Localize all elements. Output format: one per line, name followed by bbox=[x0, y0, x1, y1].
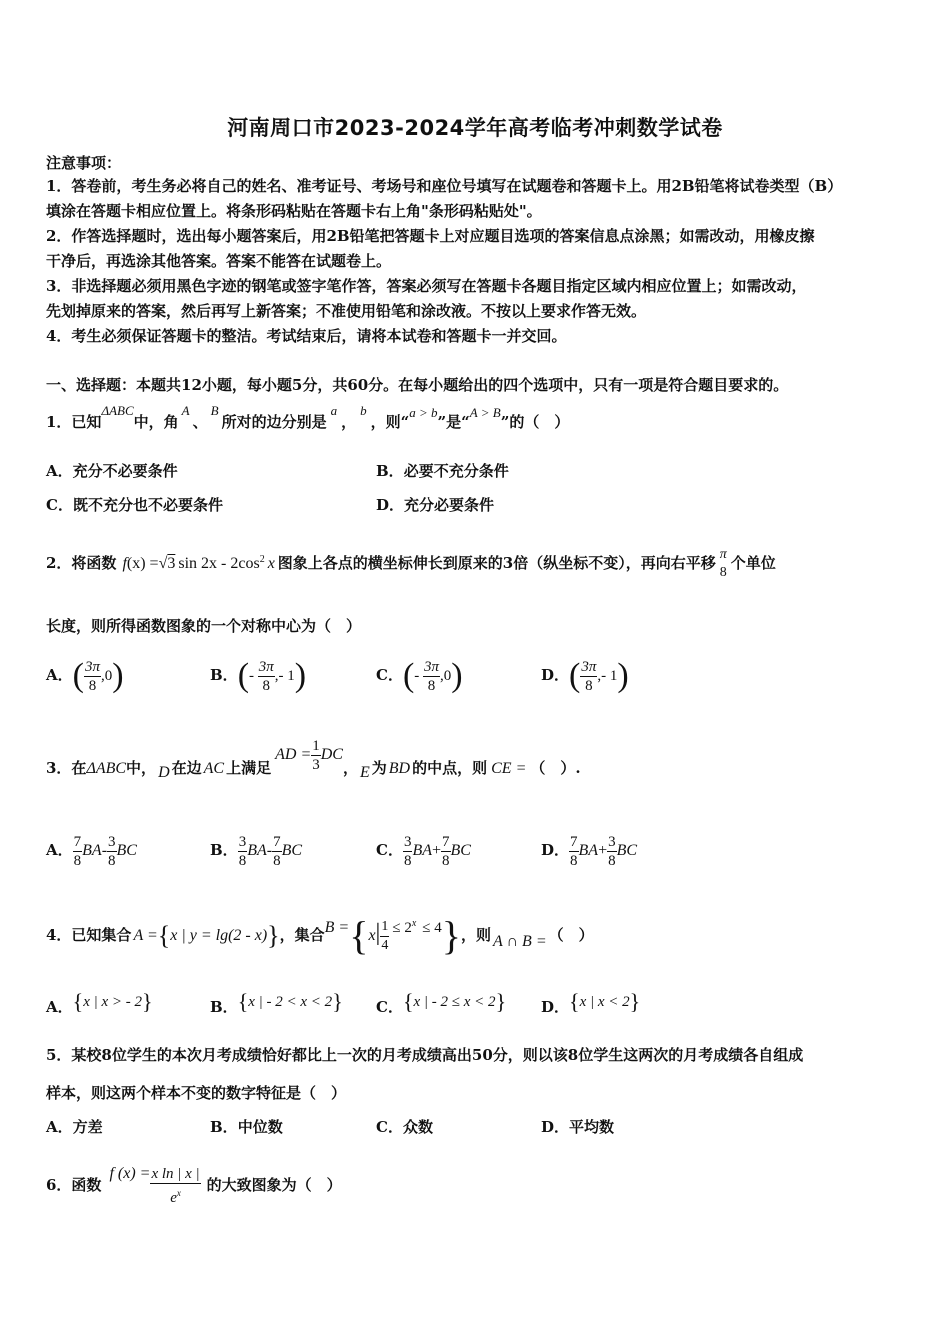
option-vector: BC bbox=[616, 842, 638, 859]
fraction-numerator: π bbox=[719, 547, 727, 562]
option-label: C． bbox=[376, 666, 403, 684]
q2-line-2: 长度，则所得函数图象的一个对称中心为（ ） bbox=[46, 617, 362, 635]
option-vector: BA bbox=[247, 842, 267, 859]
brace-left-icon: { bbox=[157, 921, 171, 950]
option-text: 方差 bbox=[72, 1118, 103, 1136]
fraction-numerator: 3 bbox=[403, 833, 412, 850]
q3-text: 上满足 bbox=[226, 759, 272, 777]
q4-intersection: A ∩ B = bbox=[493, 933, 547, 950]
q2-func-name: f bbox=[122, 555, 127, 572]
q2-text: 2．将函数 bbox=[46, 554, 117, 572]
option-set: x | x < 2 bbox=[579, 994, 630, 1010]
option-text: 充分必要条件 bbox=[404, 496, 495, 514]
q4-option-a[interactable] bbox=[46, 984, 153, 1024]
q2-shift-fraction bbox=[719, 546, 728, 582]
option-text: 充分不必要条件 bbox=[72, 462, 178, 480]
q4-text: （ ） bbox=[548, 926, 594, 944]
option-text: - bbox=[249, 668, 258, 684]
option-label: C． bbox=[376, 1118, 403, 1136]
page-title: 河南周口市2023-2024学年高考临考冲刺数学试卷 bbox=[227, 116, 723, 140]
brace-right-icon: } bbox=[267, 921, 280, 950]
bar-icon: | bbox=[375, 920, 381, 946]
q2-func-body: sin 2x - 2cos bbox=[178, 555, 260, 572]
fraction-denominator: 8 bbox=[108, 852, 116, 869]
option-set: x | - 2 < x < 2 bbox=[248, 994, 333, 1010]
q6-text: 的大致图象为（ ） bbox=[206, 1176, 342, 1194]
fraction-denominator: 3 bbox=[312, 756, 320, 773]
q3-option-a[interactable] bbox=[46, 815, 137, 869]
q2-text: 个单位 bbox=[730, 554, 776, 572]
q4-set-b-name: B = bbox=[324, 919, 350, 936]
fraction-denominator: 8 bbox=[442, 852, 450, 869]
option-label: A． bbox=[46, 1118, 73, 1136]
option-text: 既不充分也不必要条件 bbox=[72, 496, 223, 514]
fraction-denominator: 8 bbox=[238, 852, 247, 869]
fraction-numerator: 3π bbox=[84, 658, 100, 675]
question-5-line-2: 样本，则这两个样本不变的数字特征是（ ） bbox=[46, 1084, 347, 1102]
q1-angle-a: A bbox=[181, 403, 190, 418]
option-label: B． bbox=[210, 666, 238, 684]
fraction-denominator: e bbox=[170, 1190, 177, 1206]
notice-line: 2．作答选择题时，选出每小题答案后，用2B铅笔把答题卡上对应题目选项的答案信息点涂黑；如需改动，用橡皮擦 bbox=[46, 227, 815, 245]
option-operator: - bbox=[266, 842, 273, 859]
option-fraction bbox=[423, 658, 440, 695]
q4-option-c[interactable] bbox=[376, 984, 506, 1024]
q1-triangle: ΔABC bbox=[101, 403, 134, 418]
question-1 bbox=[46, 402, 569, 442]
brace-right-icon: } bbox=[629, 989, 641, 1014]
q6-fraction bbox=[150, 1165, 200, 1207]
option-set: x | x > - 2 bbox=[83, 994, 143, 1010]
option-fraction bbox=[607, 833, 617, 870]
option-vector: BA bbox=[578, 842, 599, 859]
option-set: x | - 2 ≤ x < 2 bbox=[413, 994, 496, 1010]
q1-text: 、 bbox=[192, 413, 208, 431]
fraction-numerator: 3π bbox=[424, 658, 440, 675]
option-label: A． bbox=[46, 666, 73, 684]
option-label: C． bbox=[376, 841, 403, 859]
q5-option-d[interactable] bbox=[541, 1116, 614, 1137]
brace-right-icon: } bbox=[142, 989, 153, 1014]
option-label: A． bbox=[46, 998, 73, 1016]
q3-text: 的中点，则 bbox=[412, 759, 488, 777]
q1-angle-b: B bbox=[210, 403, 219, 418]
fraction-denominator: 8 bbox=[73, 852, 82, 869]
paren-left-icon: ( bbox=[72, 657, 84, 694]
fraction-numerator: 7 bbox=[570, 833, 578, 850]
option-text: ,- 1 bbox=[597, 668, 618, 684]
option-operator: + bbox=[432, 842, 442, 859]
q1-text: ，则“ bbox=[370, 413, 410, 431]
paren-right-icon: ) bbox=[617, 657, 629, 694]
option-label: B． bbox=[376, 462, 404, 480]
option-label: B． bbox=[210, 841, 238, 859]
question-5: 5．某校8位学生的本次月考成绩恰好都比上一次的月考成绩高出50分，则以该8位学生这两次的月考成绩各自组成 bbox=[46, 1046, 804, 1064]
q4-set-a-name: A = bbox=[133, 927, 158, 944]
notice-line: 先划掉原来的答案，然后再写上新答案；不准使用铅笔和涂改液。不按以上要求作答无效。 bbox=[46, 302, 647, 320]
q2-exponent: 2 bbox=[259, 554, 265, 565]
option-fraction bbox=[569, 833, 579, 870]
option-label: D． bbox=[541, 1118, 570, 1136]
q3-option-c[interactable] bbox=[376, 815, 471, 869]
fraction-numerator: 3 bbox=[608, 833, 616, 850]
option-label: C． bbox=[376, 998, 403, 1016]
fraction-numerator: x ln | x | bbox=[151, 1166, 200, 1182]
option-text: 必要不充分条件 bbox=[403, 462, 509, 480]
q1-option-c[interactable] bbox=[46, 494, 223, 515]
fraction-numerator: 1 bbox=[312, 737, 320, 754]
q1-text: 中，角 bbox=[133, 413, 179, 431]
brace-right-icon: } bbox=[441, 913, 461, 958]
q3-text: 中， bbox=[126, 759, 157, 777]
q1-text: 所对的边分别是 bbox=[221, 413, 327, 431]
option-fraction bbox=[258, 658, 275, 695]
q1-condition-2: A > B bbox=[469, 405, 501, 420]
fraction-denominator: 8 bbox=[585, 677, 593, 694]
brace-right-icon: } bbox=[332, 989, 343, 1014]
q3-vector-ad: AD = bbox=[275, 746, 312, 763]
option-label: A． bbox=[46, 462, 73, 480]
option-text: ,- 1 bbox=[274, 668, 295, 684]
q1-option-b[interactable] bbox=[376, 460, 509, 481]
q4-fraction bbox=[380, 918, 389, 955]
paren-left-icon: ( bbox=[237, 657, 250, 694]
fraction-numerator: 3 bbox=[108, 833, 116, 850]
q4-set-a: x | y = lg(2 - x) bbox=[170, 927, 268, 944]
brace-left-icon: { bbox=[402, 989, 414, 1014]
fraction-numerator: 3 bbox=[238, 833, 247, 850]
option-label: C． bbox=[46, 496, 73, 514]
option-label: D． bbox=[541, 841, 570, 859]
q1-option-a[interactable] bbox=[46, 460, 178, 481]
q2-option-d[interactable] bbox=[541, 650, 629, 700]
option-vector: BC bbox=[116, 842, 137, 859]
option-text: - bbox=[414, 668, 424, 684]
q2-option-a[interactable] bbox=[46, 650, 124, 700]
q3-vector-ce: CE = bbox=[491, 760, 527, 777]
q6-text: 6．函数 bbox=[46, 1176, 102, 1194]
option-fraction bbox=[238, 833, 248, 870]
option-text: 中位数 bbox=[237, 1118, 283, 1136]
brace-left-icon: { bbox=[72, 989, 84, 1014]
paren-right-icon: ) bbox=[112, 657, 124, 694]
notice-line: 3．非选择题必须用黑色字迹的钢笔或签字笔作答，答案必须写在答题卡各题目指定区域内相应位置上；如需改动， bbox=[46, 277, 807, 295]
q6-exponent: x bbox=[176, 1188, 181, 1198]
fraction-denominator: 8 bbox=[88, 677, 97, 694]
q3-fraction bbox=[311, 737, 321, 774]
q4-text: ，则 bbox=[460, 926, 491, 944]
option-label: B． bbox=[210, 1118, 238, 1136]
paren-right-icon: ) bbox=[451, 657, 463, 694]
q2-option-b[interactable] bbox=[210, 650, 306, 700]
fraction-numerator: 7 bbox=[442, 833, 450, 850]
option-text: ,0 bbox=[100, 668, 113, 684]
q1-text: ， bbox=[341, 413, 357, 431]
q4-set-b-var: x bbox=[368, 927, 376, 944]
q4-set-b-cond: ≤ 4 bbox=[422, 920, 442, 936]
option-vector: BA bbox=[412, 842, 432, 859]
q4-option-d[interactable] bbox=[541, 984, 640, 1024]
paren-left-icon: ( bbox=[402, 657, 415, 694]
q1-condition-1: a > b bbox=[409, 405, 438, 420]
fraction-denominator: 8 bbox=[273, 852, 281, 869]
q3-text: 在边 bbox=[171, 759, 202, 777]
q2-func-arg: (x) = bbox=[126, 555, 159, 572]
option-fraction bbox=[441, 833, 451, 870]
brace-left-icon: { bbox=[569, 989, 580, 1014]
option-fraction bbox=[580, 658, 597, 695]
option-fraction bbox=[84, 658, 101, 695]
q2-func-var: x bbox=[267, 555, 275, 572]
option-text: 众数 bbox=[402, 1118, 433, 1136]
q4-set-b-cond: ≤ 2 bbox=[392, 920, 412, 936]
q3-option-d[interactable] bbox=[541, 815, 638, 869]
fraction-denominator: 8 bbox=[608, 852, 616, 869]
notice-line: 干净后，再选涂其他答案。答案不能答在试题卷上。 bbox=[46, 252, 392, 270]
fraction-numerator: 3π bbox=[581, 658, 597, 675]
question-3 bbox=[46, 738, 581, 794]
question-2 bbox=[46, 530, 776, 590]
q1-text: ”的（ ） bbox=[500, 413, 570, 431]
q3-text: ， bbox=[342, 759, 358, 777]
fraction-denominator: 8 bbox=[570, 852, 578, 869]
q1-option-d[interactable] bbox=[376, 494, 494, 515]
option-operator: - bbox=[101, 842, 108, 859]
fraction-denominator: 8 bbox=[427, 677, 436, 694]
option-label: D． bbox=[376, 496, 405, 514]
option-fraction bbox=[107, 833, 117, 870]
q3-text: （ ）. bbox=[530, 759, 581, 777]
q6-func: f (x) = bbox=[109, 1165, 151, 1182]
q3-segment-ac: AC bbox=[203, 760, 225, 777]
q3-point-d: D bbox=[158, 764, 170, 781]
fraction-denominator: 4 bbox=[381, 937, 389, 953]
notice-heading: 注意事项： bbox=[46, 154, 122, 172]
brace-right-icon: } bbox=[495, 989, 507, 1014]
brace-left-icon: { bbox=[349, 913, 369, 958]
q4-text: 4．已知集合 bbox=[46, 926, 132, 944]
q3-text: 为 bbox=[371, 759, 387, 777]
option-vector: BC bbox=[281, 842, 303, 859]
option-label: B． bbox=[210, 998, 238, 1016]
fraction-numerator: 7 bbox=[73, 833, 82, 850]
option-operator: + bbox=[598, 842, 608, 859]
option-label: A． bbox=[46, 841, 73, 859]
paren-right-icon: ) bbox=[294, 657, 307, 694]
notice-body bbox=[46, 174, 906, 349]
option-text: 平均数 bbox=[569, 1118, 615, 1136]
q1-text: ”是“ bbox=[437, 413, 470, 431]
option-vector: BC bbox=[450, 842, 471, 859]
sqrt-icon: √ bbox=[158, 555, 168, 572]
q1-text: 1．已知 bbox=[46, 413, 102, 431]
q3-point-e: E bbox=[359, 764, 370, 781]
fraction-denominator: 8 bbox=[403, 852, 412, 869]
q5-option-c[interactable] bbox=[376, 1116, 433, 1137]
q2-sqrt-value: 3 bbox=[167, 555, 176, 572]
q3-vector-dc: DC bbox=[320, 746, 343, 763]
option-fraction bbox=[73, 833, 83, 870]
q5-option-b[interactable] bbox=[210, 1116, 283, 1137]
question-4 bbox=[46, 902, 594, 962]
question-6 bbox=[46, 1150, 342, 1210]
fraction-denominator: 8 bbox=[262, 677, 271, 694]
q3-segment-bd: BD bbox=[388, 760, 411, 777]
option-label: D． bbox=[541, 666, 570, 684]
option-vector: BA bbox=[82, 842, 102, 859]
fraction-numerator: 3π bbox=[258, 658, 274, 675]
q4-exponent: x bbox=[411, 918, 417, 929]
notice-line: 1．答卷前，考生务必将自己的姓名、准考证号、考场号和座位号填写在试题卷和答题卡上。用2B铅笔将试卷类型（B） bbox=[46, 177, 843, 195]
fraction-numerator: 1 bbox=[380, 918, 389, 937]
q4-text: ，集合 bbox=[279, 926, 325, 944]
q3-option-b[interactable] bbox=[210, 815, 303, 869]
q2-text: 图象上各点的横坐标伸长到原来的3倍（纵坐标不变），再向右平移 bbox=[277, 554, 716, 572]
brace-left-icon: { bbox=[237, 989, 249, 1014]
q4-option-b[interactable] bbox=[210, 984, 343, 1024]
notice-line: 4．考生必须保证答题卡的整洁。考试结束后，请将本试卷和答题卡一并交回。 bbox=[46, 327, 567, 345]
fraction-numerator: 7 bbox=[273, 833, 281, 850]
paren-left-icon: ( bbox=[569, 657, 581, 694]
fraction-denominator: 8 bbox=[719, 565, 727, 580]
q1-side-b: b bbox=[360, 403, 367, 418]
option-text: ,0 bbox=[440, 668, 452, 684]
q3-triangle: ΔABC bbox=[86, 760, 127, 777]
option-fraction bbox=[272, 833, 282, 870]
notice-line: 填涂在答题卡相应位置上。将条形码粘贴在答题卡右上角"条形码粘贴处"。 bbox=[46, 202, 542, 220]
q1-side-a: a bbox=[330, 403, 338, 418]
q5-option-a[interactable] bbox=[46, 1116, 103, 1137]
q3-text: 3．在 bbox=[46, 759, 87, 777]
option-label: D． bbox=[541, 998, 570, 1016]
section-heading: 一、选择题：本题共12小题，每小题5分，共60分。在每小题给出的四个选项中，只有一项是符合题目要求的。 bbox=[46, 376, 789, 394]
q2-option-c[interactable] bbox=[376, 650, 463, 700]
